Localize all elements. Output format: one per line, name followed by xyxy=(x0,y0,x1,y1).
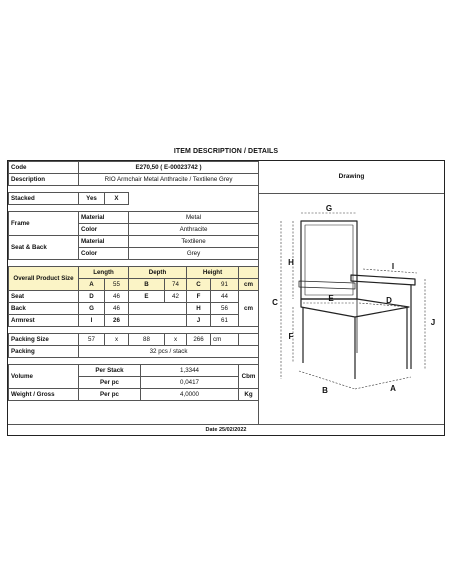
dim-h-letter: H xyxy=(187,303,211,315)
chair-drawing xyxy=(259,193,445,425)
seatback-color-label: Color xyxy=(79,248,129,260)
label-h: H xyxy=(288,258,294,267)
document-date: Date 25/02/2022 xyxy=(8,424,444,435)
dim-a-value: 55 xyxy=(105,279,129,291)
dim-line-a xyxy=(355,377,411,389)
volume-per-stack-value: 1,3344 xyxy=(141,365,239,377)
dim-i-letter: I xyxy=(79,315,105,327)
depth-header: Depth xyxy=(129,267,187,279)
overall-unit: cm xyxy=(239,279,259,291)
packing-label: Packing xyxy=(9,346,79,358)
row-stacked xyxy=(9,193,259,205)
row-overall-headers xyxy=(9,267,259,279)
frame-material-label: Material xyxy=(79,212,129,224)
dim-j-value: 61 xyxy=(211,315,239,327)
seatback-material-value: Textilene xyxy=(129,236,259,248)
parts-unit: cm xyxy=(239,291,259,327)
seatback-label: Seat & Back xyxy=(9,236,79,260)
row-description xyxy=(9,174,259,186)
stacked-mark: X xyxy=(105,193,129,205)
seatback-color-value: Grey xyxy=(129,248,259,260)
description-label: Description xyxy=(9,174,79,186)
seatback-material-label: Material xyxy=(79,236,129,248)
row-back xyxy=(9,303,259,315)
chair-left-armrest xyxy=(299,281,355,289)
label-a: A xyxy=(390,384,396,393)
dim-d-value: 46 xyxy=(105,291,129,303)
document-title: ITEM DESCRIPTION / DETAILS xyxy=(173,148,279,155)
frame-material-value: Metal xyxy=(129,212,259,224)
frame-color-label: Color xyxy=(79,224,129,236)
packing-size-label: Packing Size xyxy=(9,334,79,346)
label-f: F xyxy=(288,332,294,341)
volume-per-pc-value: 0,0417 xyxy=(141,377,239,389)
dim-c-value: 91 xyxy=(211,279,239,291)
chair-seat xyxy=(301,299,409,317)
spec-sheet xyxy=(7,160,445,436)
label-g: G xyxy=(325,204,333,213)
packing-size-v1: 57 xyxy=(79,334,105,346)
packing-size-v3: 266 xyxy=(187,334,211,346)
dim-g-value: 46 xyxy=(105,303,129,315)
chair-right-armrest xyxy=(351,275,415,285)
dim-e-value: 42 xyxy=(165,291,187,303)
row-seatback-material xyxy=(9,236,259,248)
row-packing-size xyxy=(9,334,259,346)
label-b: B xyxy=(322,386,328,395)
weight-per-pc-label: Per pc xyxy=(79,389,141,401)
dim-b-letter: B xyxy=(129,279,165,291)
dim-d-letter: D xyxy=(79,291,105,303)
packing-value: 32 pcs / stack xyxy=(79,346,259,358)
row-frame-material xyxy=(9,212,259,224)
armrest-label: Armrest xyxy=(9,315,79,327)
back-label: Back xyxy=(9,303,79,315)
seat-label: Seat xyxy=(9,291,79,303)
label-d: D xyxy=(386,296,392,305)
dim-f-letter: F xyxy=(187,291,211,303)
chair-back-inner xyxy=(305,225,353,295)
dim-f-value: 44 xyxy=(211,291,239,303)
row-armrest xyxy=(9,315,259,327)
drawing-title: Drawing xyxy=(259,161,444,194)
volume-unit: Cbm xyxy=(239,365,259,389)
description-value: RIO Armchair Metal Anthracite / Textilene Grey xyxy=(79,174,259,186)
packing-size-x1: x xyxy=(105,334,129,346)
label-i: I xyxy=(391,262,395,271)
row-seat xyxy=(9,291,259,303)
dim-j-letter: J xyxy=(187,315,211,327)
weight-label: Weight / Gross xyxy=(9,389,79,401)
dim-h-value: 56 xyxy=(211,303,239,315)
weight-value: 4,0000 xyxy=(141,389,239,401)
packing-size-v2: 88 xyxy=(129,334,165,346)
volume-per-stack-label: Per Stack xyxy=(79,365,141,377)
frame-label: Frame xyxy=(9,212,79,236)
label-c: C xyxy=(272,298,278,307)
row-volume-stack xyxy=(9,365,259,377)
dim-b-value: 74 xyxy=(165,279,187,291)
drawing-panel xyxy=(258,161,444,435)
volume-per-pc-label: Per pc xyxy=(79,377,141,389)
row-weight xyxy=(9,389,259,401)
stacked-label: Stacked xyxy=(9,193,79,205)
spec-table xyxy=(8,161,259,401)
packing-size-x2: x xyxy=(165,334,187,346)
frame-color-value: Anthracite xyxy=(129,224,259,236)
code-value: E270,50 ( E-00023742 ) xyxy=(79,162,259,174)
length-header: Length xyxy=(79,267,129,279)
dim-c-letter: C xyxy=(187,279,211,291)
dim-g-letter: G xyxy=(79,303,105,315)
packing-size-unit: cm xyxy=(211,334,239,346)
row-code xyxy=(9,162,259,174)
code-label: Code xyxy=(9,162,79,174)
height-header: Height xyxy=(187,267,239,279)
volume-label: Volume xyxy=(9,365,79,389)
dim-a-letter: A xyxy=(79,279,105,291)
label-j: J xyxy=(430,318,436,327)
label-e: E xyxy=(328,294,334,303)
overall-size-label: Overall Product Size xyxy=(9,267,79,291)
row-packing xyxy=(9,346,259,358)
dim-line-i xyxy=(363,269,417,273)
dim-e-letter: E xyxy=(129,291,165,303)
stacked-yes: Yes xyxy=(79,193,105,205)
weight-unit: Kg xyxy=(239,389,259,401)
dim-i-value: 26 xyxy=(105,315,129,327)
